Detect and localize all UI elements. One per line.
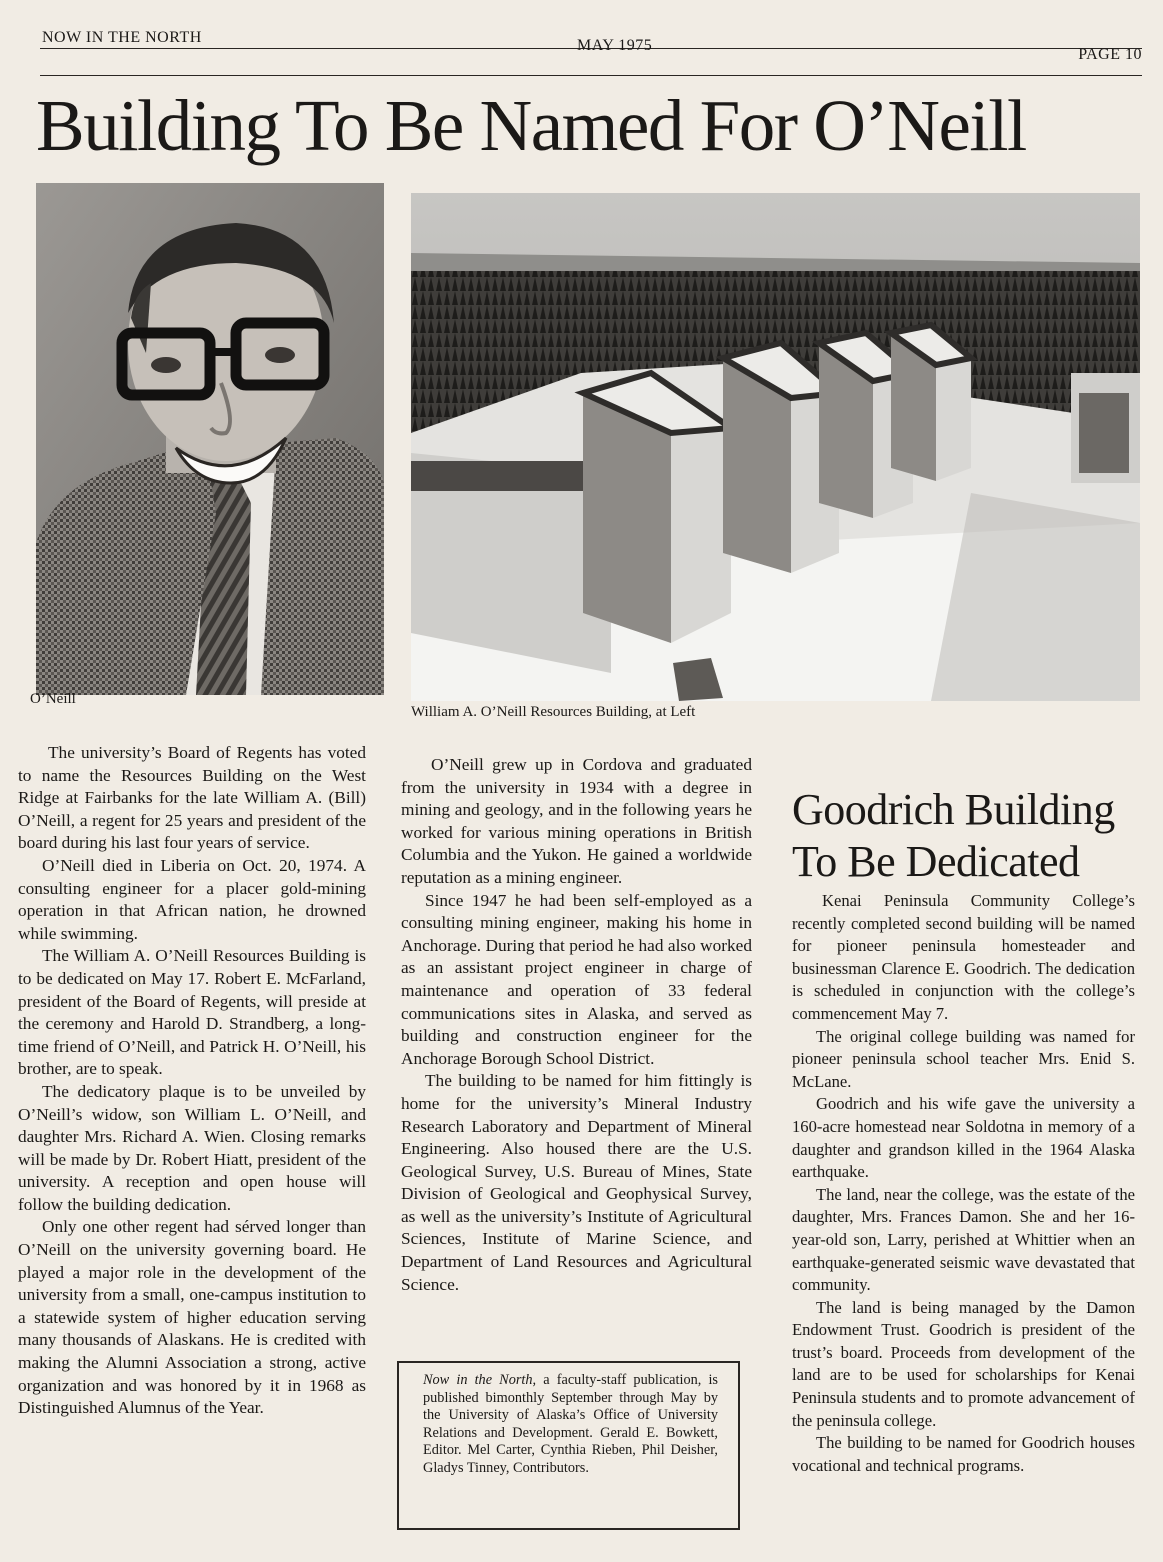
paragraph: The land, near the college, was the estate of the daughter, Mrs. Frances Damon. She and her 16-year-old son, Larry, perished at Whittier when an earthquake-generated seismic wave devastated that community.	[792, 1184, 1135, 1295]
paragraph: O’Neill died in Liberia on Oct. 20, 1974. A consulting engineer for a placer gold-mining operation in that African nation, he drowned while swimming.	[18, 855, 366, 943]
paragraph: The land is being managed by the Damon Endowment Trust. Goodrich is president of the trust’s board. Proceeds from development of the land are to be used for scholarships for Kenai Peninsula students and to promote advancement of the peninsula college.	[792, 1297, 1135, 1430]
paragraph: Goodrich and his wife gave the university a 160-acre homestead near Soldotna in memory of a daughter and grandson killed in the 1964 Alaska earthquake.	[792, 1094, 1135, 1182]
goodrich-headline	[792, 784, 1142, 888]
publication-info-name: Now in the North,	[423, 1372, 537, 1388]
page-number: PAGE 10	[1078, 46, 1142, 63]
article-oneill-column-1	[18, 742, 366, 1420]
paragraph: Only one other regent had sérved longer than O’Neill on the university governing board. He played a major role in the development of the university from a small, one-campus institution to a statewide system of higher education serving many thousands of Alaskans. He is credited with making the Alumni Association a strong, active organization and was honored by it in 1968 as Distinguished Alumnus of the Year.	[18, 1217, 366, 1418]
publication-info-body: a faculty-staff publication, is published bimonthly September through May by the University of Alaska’s Office of University Relations and Development. Gerald E. Bowkett, Editor. Mel Carter, Cynthia Rieben, Phil Deisher, Gladys Tinney, Contributors.	[423, 1372, 718, 1476]
masthead	[40, 28, 1142, 78]
paragraph: O’Neill grew up in Cordova and graduated from the university in 1934 with a degree in mining and geology, and in the following years he worked for various mining operations in British Columbia and the Yukon. He gained a worldwide reputation as a mining engineer.	[401, 755, 752, 887]
publication-info-text	[423, 1372, 718, 1478]
paragraph: The William A. O’Neill Resources Building is to be dedicated on May 17. Robert E. McFarland, president of the Board of Regents, will preside at the ceremony and Harold D. Strandberg, a long-time friend of O’Neill, and Patrick H. O’Neill, his brother, are to speak.	[18, 946, 366, 1079]
building-caption: William A. O’Neill Resources Building, at Left	[411, 704, 696, 720]
paragraph: Since 1947 he had been self-employed as a consulting mining engineer, making his home in Anchorage. During that period he had also worked as an assistant project engineer in charge of maintenance and operation of 33 federal communications sites in Alaska, and served as building and construction engineer for the Anchorage Borough School District.	[401, 890, 752, 1068]
paragraph: The original college building was named for pioneer peninsula school teacher Mrs. Enid S. McLane.	[792, 1026, 1135, 1091]
building-photo	[411, 193, 1140, 701]
masthead-rule-bottom	[40, 75, 1142, 76]
publication-name: NOW IN THE NORTH	[42, 29, 202, 46]
paragraph: Kenai Peninsula Community College’s recently completed second building will be named for pioneer peninsula homesteader and businessman Clarence E. Goodrich. The dedication is scheduled in conjunction with the college’s commencement May 7.	[792, 891, 1135, 1023]
portrait-illustration	[36, 183, 384, 695]
paragraph: The university’s Board of Regents has voted to name the Resources Building on the West Ridge at Fairbanks for the late William A. (Bill) O’Neill, a regent for 25 years and president of the board during his last four years of service.	[18, 743, 366, 853]
paragraph: The building to be named for Goodrich houses vocational and technical programs.	[792, 1433, 1135, 1475]
article-goodrich-column	[792, 890, 1135, 1477]
portrait-photo	[36, 183, 384, 695]
paragraph: The building to be named for him fittingly is home for the university’s Mineral Industry Research Laboratory and Department of Mineral Engineering. Also housed there are the U.S. Geological Survey, U.S. Bureau of Mines, State Division of Geological and Geophysical Survey, as well as the university’s Institute of Agricultural Sciences, Institute of Marine Science, and Department of Land Resources and Agricultural Science.	[401, 1071, 752, 1294]
page-headline: Building To Be Named For O’Neill	[36, 85, 1026, 166]
article-oneill-column-2	[401, 754, 752, 1296]
portrait-caption: O’Neill	[30, 691, 76, 707]
building-illustration	[411, 193, 1140, 701]
goodrich-headline-line-2: To Be Dedicated	[792, 837, 1080, 886]
paragraph: The dedicatory plaque is to be unveiled by O’Neill’s widow, son William L. O’Neill, and daughter Mrs. Richard A. Wien. Closing remarks will be made by Dr. Robert Hiatt, president of the university. A reception and open house will follow the building dedication.	[18, 1081, 366, 1214]
goodrich-headline-line-1: Goodrich Building	[792, 785, 1115, 834]
issue-date: MAY 1975	[577, 37, 653, 54]
publication-info-box	[397, 1361, 740, 1530]
